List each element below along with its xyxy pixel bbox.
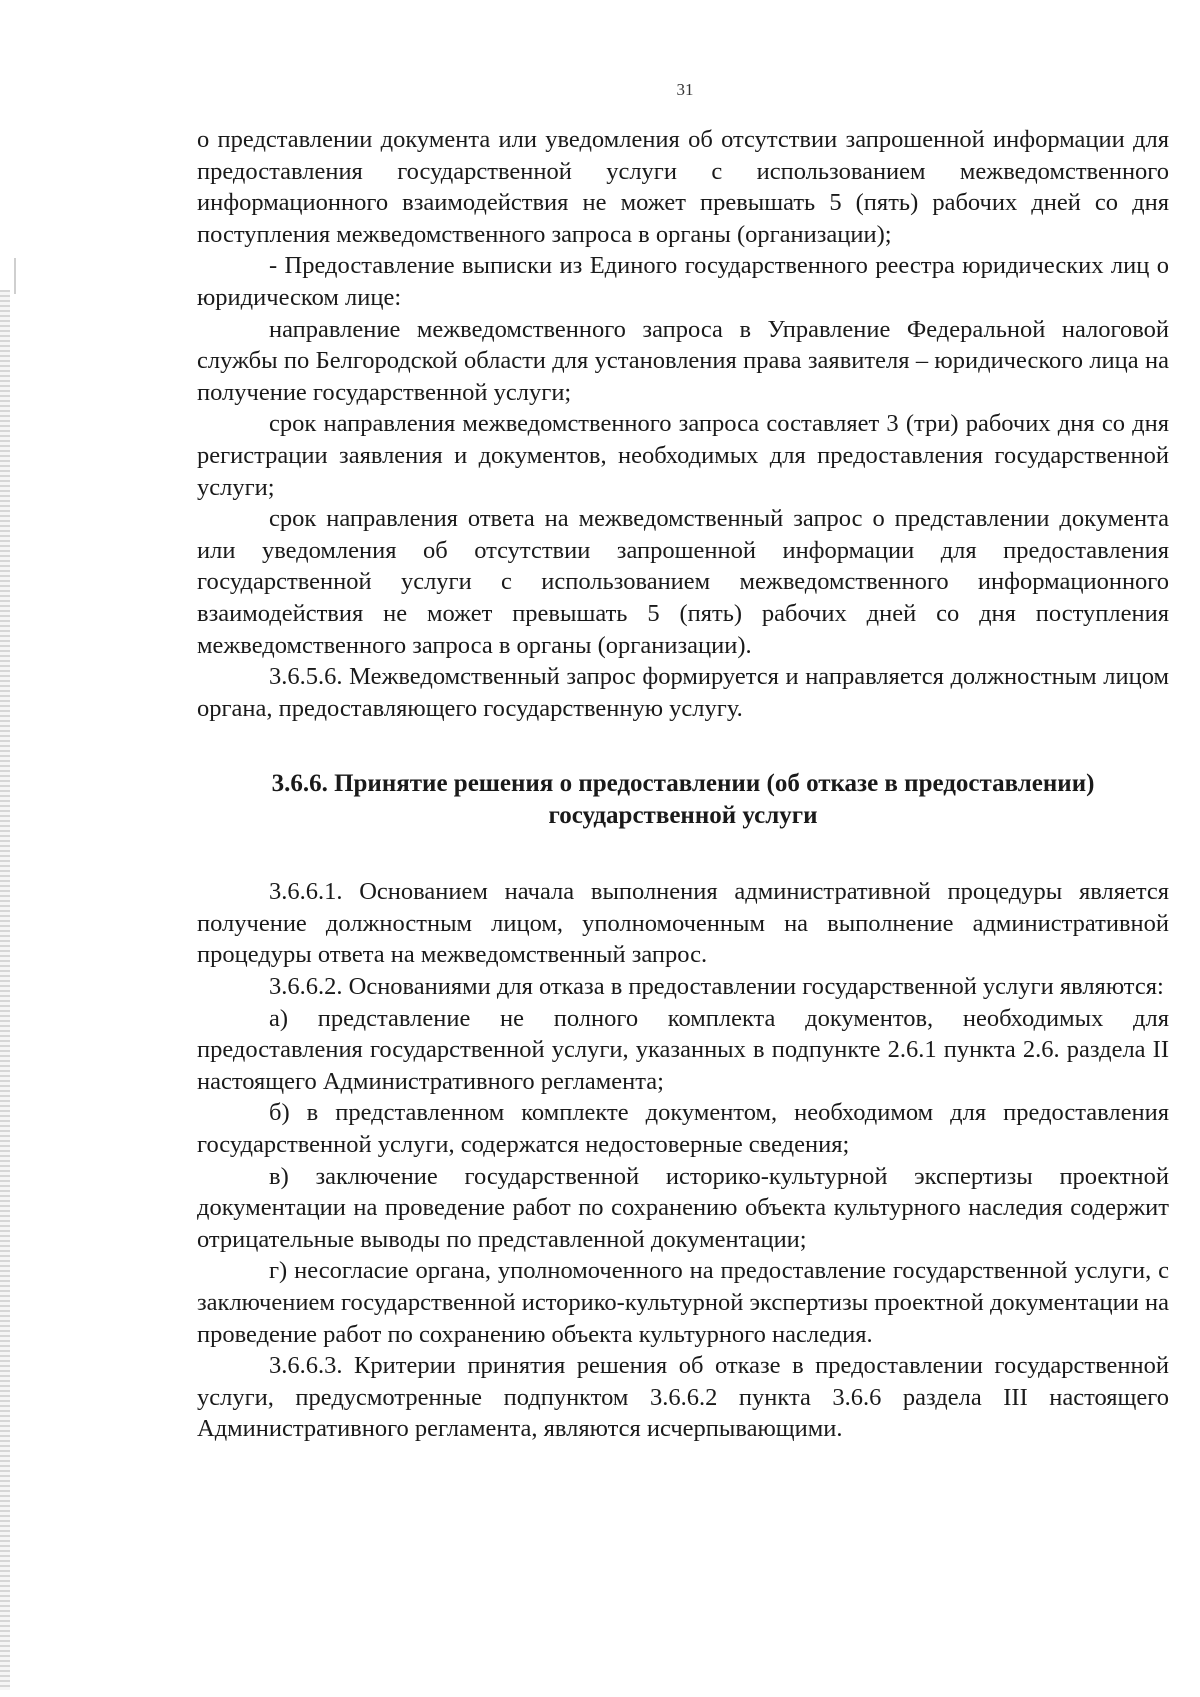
paragraph: срок направления ответа на межведомственный запрос о представлении документа или уведомления об отсутствии запрошенной информации для предоставления государственной услуги с использованием межведомственного информационного взаимодействия не может превышать 5 (пять) рабочих дней со дня поступления межведомственного запроса в органы (организации). (197, 505, 1169, 659)
document-body (197, 124, 1169, 1445)
list-item: в) заключение государственной историко-культурной экспертизы проектной документации на проведение работ по сохранению объекта культурного наследия содержит отрицательные выводы по представленной документации; (197, 1162, 1169, 1253)
paragraph: о представлении документа или уведомления об отсутствии запрошенной информации для предоставления государственной услуги с использованием межведомственного информационного взаимодействия не может превышать 5 (пять) рабочих дней со дня поступления межведомственного запроса в органы (организации); (197, 126, 1169, 248)
paragraph: - Предоставление выписки из Единого государственного реестра юридических лиц о юридическом лице: (197, 252, 1169, 311)
list-item: б) в представленном комплекте документом, необходимом для предоставления государственной услуги, содержатся недостоверные сведения; (197, 1099, 1169, 1159)
paragraph: направление межведомственного запроса в Управление Федеральной налоговой службы по Белгородской области для установления права заявителя – юридического лица на получение государственной услуги; (197, 315, 1169, 406)
section-heading-line: 3.6.6. Принятие решения о предоставлении (об отказе в предоставлении) (271, 770, 1095, 798)
paragraph: 3.6.5.6. Межведомственный запрос формируется и направляется должностным лицом органа, предоставляющего государственную услугу. (197, 663, 1169, 722)
paragraph: 3.6.6.3. Критерии принятия решения об отказе в предоставлении государственной услуги, предусмотренные подпунктом 3.6.6.2 пункта 3.6.6 раздела III настоящего Административного регламента, являются исчерпывающими. (197, 1352, 1169, 1443)
binding-edge (0, 290, 10, 1690)
binding-mark (14, 258, 16, 294)
section-heading (197, 768, 1169, 832)
paragraph: 3.6.6.2. Основаниями для отказа в предоставлении государственной услуги являются: (269, 973, 1164, 1001)
list-item: г) несогласие органа, уполномоченного на предоставление государственной услуги, с заключением государственной историко-культурной экспертизы проектной документации на проведение работ по сохранению объекта культурного наследия. (197, 1257, 1169, 1348)
section-heading-line: государственной услуги (548, 802, 818, 830)
list-item: а) представление не полного комплекта документов, необходимых для предоставления государственной услуги, указанных в подпункте 2.6.1 пункта 2.6. раздела II настоящего Административного регламента; (197, 1004, 1169, 1095)
paragraph: 3.6.6.1. Основанием начала выполнения административной процедуры является получение должностным лицом, уполномоченным на выполнение административной процедуры ответа на межведомственный запрос. (197, 878, 1169, 969)
paragraph: срок направления межведомственного запроса составляет 3 (три) рабочих дня со дня регистрации заявления и документов, необходимых для предоставления государственной услуги; (197, 410, 1169, 501)
page-number: 31 (676, 80, 694, 99)
